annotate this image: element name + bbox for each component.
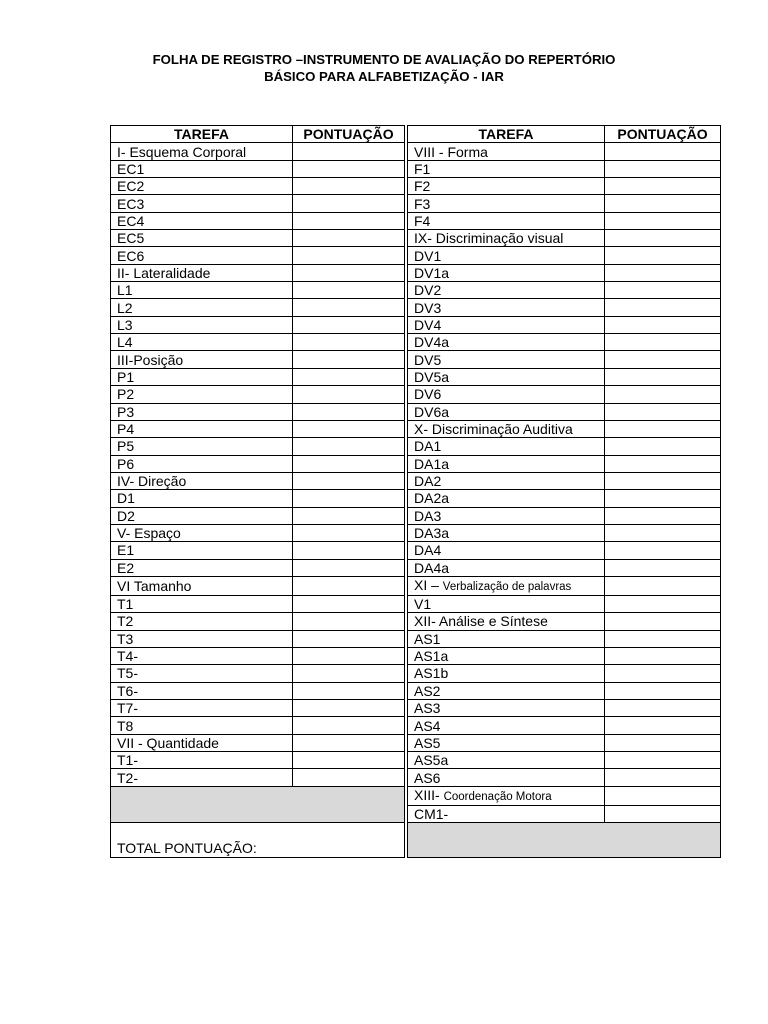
table-row [111, 507, 721, 524]
right-task-cell [408, 805, 605, 822]
header-left-score: PONTUAÇÃO [293, 126, 405, 143]
left-score-cell[interactable] [293, 613, 405, 630]
left-score-cell[interactable] [293, 559, 405, 576]
right-score-cell[interactable] [605, 613, 721, 630]
left-task-cell: III-Posição [111, 351, 293, 368]
right-score-cell[interactable] [605, 647, 721, 664]
left-score-cell[interactable] [293, 682, 405, 699]
left-task-cell: T3 [111, 630, 293, 647]
right-score-cell[interactable] [605, 507, 721, 524]
right-task-label: XI – [414, 576, 443, 593]
right-task-label: AS1b [414, 665, 449, 682]
left-score-cell[interactable] [293, 595, 405, 612]
right-score-cell[interactable] [605, 230, 721, 247]
table-row [111, 420, 721, 437]
table-row [111, 247, 721, 264]
table-row [111, 299, 721, 316]
right-task-cell [408, 576, 605, 595]
left-score-cell[interactable] [293, 752, 405, 769]
right-task-label: DA4a [414, 559, 450, 576]
right-task-cell [408, 160, 605, 177]
left-task-cell: T2 [111, 613, 293, 630]
header-right-score: PONTUAÇÃO [605, 126, 721, 143]
right-task-cell [408, 752, 605, 769]
right-task-cell [408, 630, 605, 647]
left-task-cell: EC4 [111, 212, 293, 229]
table-row [111, 351, 721, 368]
right-task-cell [408, 613, 605, 630]
right-score-cell[interactable] [605, 282, 721, 299]
left-task-cell: VI Tamanho [111, 576, 293, 595]
right-score-cell[interactable] [605, 316, 721, 333]
table-row [111, 682, 721, 699]
table-row [111, 316, 721, 333]
table-row [111, 576, 721, 595]
right-task-label: DA1a [414, 455, 450, 472]
right-task-label: IX- Discriminação visual [414, 230, 564, 247]
table-row [111, 559, 721, 576]
table-row [111, 752, 721, 769]
right-task-cell [408, 647, 605, 664]
table-row [111, 212, 721, 229]
form-title-line-1: FOLHA DE REGISTRO –INSTRUMENTO DE AVALIAÇÃO DO REPERTÓRIO [152, 52, 616, 67]
right-task-cell [408, 368, 605, 385]
left-score-cell[interactable] [293, 700, 405, 717]
left-score-cell[interactable] [293, 490, 405, 507]
right-score-cell[interactable] [605, 264, 721, 281]
right-score-cell[interactable] [605, 524, 721, 541]
right-task-cell [408, 143, 605, 160]
table-row [111, 647, 721, 664]
table-row [111, 542, 721, 559]
right-score-cell[interactable] [605, 717, 721, 734]
table-row [111, 524, 721, 541]
right-score-cell[interactable] [605, 386, 721, 403]
right-task-label: AS5 [414, 734, 441, 751]
left-task-cell: P6 [111, 455, 293, 472]
left-task-cell: D1 [111, 490, 293, 507]
right-task-cell [408, 786, 605, 805]
table-row [111, 595, 721, 612]
left-task-cell: EC6 [111, 247, 293, 264]
left-task-cell: T6- [111, 682, 293, 699]
right-score-cell[interactable] [605, 786, 721, 805]
left-score-cell[interactable] [293, 212, 405, 229]
left-task-cell: T7- [111, 700, 293, 717]
right-task-label: XIII- [414, 786, 444, 803]
left-task-cell: E2 [111, 559, 293, 576]
right-task-label: DV3 [414, 299, 442, 316]
table-row [111, 403, 721, 420]
left-task-cell: T2- [111, 769, 293, 786]
form-title-line-2: BÁSICO PARA ALFABETIZAÇÃO - IAR [264, 69, 504, 84]
table-row [111, 717, 721, 734]
right-task-cell [408, 455, 605, 472]
task-score-table [110, 125, 721, 858]
left-score-cell[interactable] [293, 438, 405, 455]
right-task-cell [408, 282, 605, 299]
right-score-cell[interactable] [605, 160, 721, 177]
right-task-label: F1 [414, 160, 431, 177]
table-row [111, 630, 721, 647]
left-score-cell[interactable] [293, 420, 405, 437]
right-task-cell [408, 490, 605, 507]
right-task-cell [408, 247, 605, 264]
left-score-cell[interactable] [293, 368, 405, 385]
right-task-label: DV1a [414, 264, 450, 281]
left-task-cell: L2 [111, 299, 293, 316]
right-task-label: XII- Análise e Síntese [414, 613, 548, 630]
left-task-cell: T8 [111, 717, 293, 734]
left-task-cell: VII - Quantidade [111, 734, 293, 751]
right-score-cell[interactable] [605, 734, 721, 751]
left-shaded-block [111, 786, 405, 822]
table-row [111, 386, 721, 403]
right-task-cell [408, 351, 605, 368]
left-score-cell[interactable] [293, 386, 405, 403]
right-task-label: V1 [414, 596, 432, 613]
registration-sheet [110, 125, 720, 857]
right-task-label: DV4a [414, 334, 450, 351]
left-task-cell: L3 [111, 316, 293, 333]
left-task-cell: I- Esquema Corporal [111, 143, 293, 160]
right-task-cell [408, 542, 605, 559]
total-row [111, 823, 721, 858]
left-task-cell: P5 [111, 438, 293, 455]
right-score-cell[interactable] [605, 247, 721, 264]
right-score-cell[interactable] [605, 438, 721, 455]
right-task-cell [408, 507, 605, 524]
left-task-cell: L1 [111, 282, 293, 299]
right-score-cell[interactable] [605, 595, 721, 612]
right-score-cell[interactable] [605, 368, 721, 385]
right-task-sublabel: Coordenação Motora [443, 790, 552, 803]
left-score-cell[interactable] [293, 195, 405, 212]
right-task-label: X- Discriminação Auditiva [414, 421, 573, 438]
table-row [111, 769, 721, 786]
left-score-cell[interactable] [293, 507, 405, 524]
table-row [111, 282, 721, 299]
right-task-cell [408, 700, 605, 717]
right-score-cell[interactable] [605, 299, 721, 316]
table-row [111, 490, 721, 507]
right-task-cell [408, 682, 605, 699]
right-task-label: AS6 [414, 769, 441, 786]
table-row [111, 143, 721, 160]
right-task-cell [408, 420, 605, 437]
right-task-label: AS1a [414, 648, 449, 665]
right-task-cell [408, 386, 605, 403]
right-score-cell[interactable] [605, 178, 721, 195]
table-row [111, 230, 721, 247]
left-score-cell[interactable] [293, 403, 405, 420]
left-score-cell[interactable] [293, 542, 405, 559]
right-task-label: F4 [414, 212, 431, 229]
right-task-cell [408, 472, 605, 489]
right-task-label: F2 [414, 178, 431, 195]
left-task-cell: T1 [111, 595, 293, 612]
table-row [111, 665, 721, 682]
left-task-cell: P2 [111, 386, 293, 403]
right-task-label: DA3 [414, 507, 442, 524]
table-row [111, 438, 721, 455]
right-task-label: DA2 [414, 473, 442, 490]
left-task-cell: EC5 [111, 230, 293, 247]
header-left-task: TAREFA [111, 126, 293, 143]
table-row [111, 472, 721, 489]
right-task-cell [408, 734, 605, 751]
table-row [111, 264, 721, 281]
right-task-cell [408, 334, 605, 351]
right-task-cell [408, 299, 605, 316]
right-task-label: DA1 [414, 438, 442, 455]
table-row [111, 455, 721, 472]
table-header-row [111, 126, 721, 143]
table-row [111, 160, 721, 177]
right-task-cell [408, 212, 605, 229]
right-task-cell [408, 665, 605, 682]
right-score-cell[interactable] [605, 351, 721, 368]
right-task-cell [408, 717, 605, 734]
right-task-label: DV6a [414, 403, 450, 420]
right-task-cell [408, 769, 605, 786]
left-task-cell: V- Espaço [111, 524, 293, 541]
left-task-cell: P3 [111, 403, 293, 420]
right-score-cell[interactable] [605, 490, 721, 507]
right-task-cell [408, 316, 605, 333]
left-score-cell[interactable] [293, 455, 405, 472]
header-right-task: TAREFA [408, 126, 605, 143]
right-score-cell[interactable] [605, 472, 721, 489]
right-task-cell [408, 403, 605, 420]
right-score-cell[interactable] [605, 143, 721, 160]
left-task-cell: P4 [111, 420, 293, 437]
right-task-label: DV4 [414, 316, 442, 333]
right-score-cell[interactable] [605, 420, 721, 437]
left-score-cell[interactable] [293, 160, 405, 177]
left-score-cell[interactable] [293, 630, 405, 647]
right-task-label: CM1- [414, 805, 449, 822]
left-task-cell: E1 [111, 542, 293, 559]
right-score-cell[interactable] [605, 455, 721, 472]
table-row [111, 195, 721, 212]
left-score-cell[interactable] [293, 769, 405, 786]
left-task-cell: P1 [111, 368, 293, 385]
table-row [111, 368, 721, 385]
right-score-cell[interactable] [605, 630, 721, 647]
left-task-cell: II- Lateralidade [111, 264, 293, 281]
left-task-cell: D2 [111, 507, 293, 524]
left-score-cell[interactable] [293, 282, 405, 299]
table-row [111, 613, 721, 630]
left-task-cell: IV- Direção [111, 472, 293, 489]
right-task-label: AS5a [414, 752, 449, 769]
table-row [111, 786, 721, 805]
left-score-cell[interactable] [293, 143, 405, 160]
left-score-cell[interactable] [293, 178, 405, 195]
right-score-cell[interactable] [605, 542, 721, 559]
left-task-cell: T5- [111, 665, 293, 682]
left-score-cell[interactable] [293, 734, 405, 751]
left-score-cell[interactable] [293, 264, 405, 281]
right-task-label: DV6 [414, 386, 442, 403]
right-score-cell[interactable] [605, 665, 721, 682]
left-score-cell[interactable] [293, 247, 405, 264]
right-score-cell[interactable] [605, 700, 721, 717]
right-score-cell[interactable] [605, 559, 721, 576]
right-task-cell [408, 595, 605, 612]
left-score-cell[interactable] [293, 665, 405, 682]
right-task-cell [408, 178, 605, 195]
right-task-label: DV5 [414, 351, 442, 368]
left-score-cell[interactable] [293, 576, 405, 595]
left-task-cell: T1- [111, 752, 293, 769]
left-score-cell[interactable] [293, 524, 405, 541]
right-score-cell[interactable] [605, 752, 721, 769]
right-score-cell[interactable] [605, 576, 721, 595]
right-score-cell[interactable] [605, 682, 721, 699]
left-score-cell[interactable] [293, 316, 405, 333]
left-score-cell[interactable] [293, 230, 405, 247]
left-score-cell[interactable] [293, 472, 405, 489]
left-task-cell: EC1 [111, 160, 293, 177]
left-task-cell: T4- [111, 647, 293, 664]
right-total-shaded-block [408, 823, 721, 858]
right-task-label: DV2 [414, 282, 442, 299]
table-row [111, 700, 721, 717]
right-task-label: AS1 [414, 630, 441, 647]
right-score-cell[interactable] [605, 403, 721, 420]
right-task-cell [408, 559, 605, 576]
table-row [111, 178, 721, 195]
total-score-label: TOTAL PONTUAÇÃO: [111, 823, 405, 858]
right-task-label: DA3a [414, 525, 450, 542]
left-score-cell[interactable] [293, 299, 405, 316]
left-task-cell: L4 [111, 334, 293, 351]
right-score-cell[interactable] [605, 212, 721, 229]
left-task-cell: EC2 [111, 178, 293, 195]
right-task-label: DV1 [414, 247, 442, 264]
right-score-cell[interactable] [605, 769, 721, 786]
right-score-cell[interactable] [605, 334, 721, 351]
right-task-label: AS3 [414, 700, 441, 717]
right-task-cell [408, 195, 605, 212]
table-row [111, 734, 721, 751]
right-task-label: DA4 [414, 542, 442, 559]
right-task-label: DA2a [414, 490, 450, 507]
right-task-cell [408, 264, 605, 281]
right-task-cell [408, 230, 605, 247]
left-score-cell[interactable] [293, 334, 405, 351]
right-score-cell[interactable] [605, 195, 721, 212]
left-score-cell[interactable] [293, 351, 405, 368]
right-task-label: VIII - Forma [414, 143, 488, 160]
right-task-cell [408, 438, 605, 455]
right-task-label: F3 [414, 195, 431, 212]
left-task-cell: EC3 [111, 195, 293, 212]
right-task-label: AS4 [414, 717, 441, 734]
left-score-cell[interactable] [293, 647, 405, 664]
right-task-sublabel: Verbalização de palavras [442, 580, 572, 593]
table-row [111, 334, 721, 351]
right-task-cell [408, 524, 605, 541]
left-score-cell[interactable] [293, 717, 405, 734]
right-task-label: AS2 [414, 682, 441, 699]
right-task-label: DV5a [414, 368, 450, 385]
right-score-cell[interactable] [605, 805, 721, 822]
